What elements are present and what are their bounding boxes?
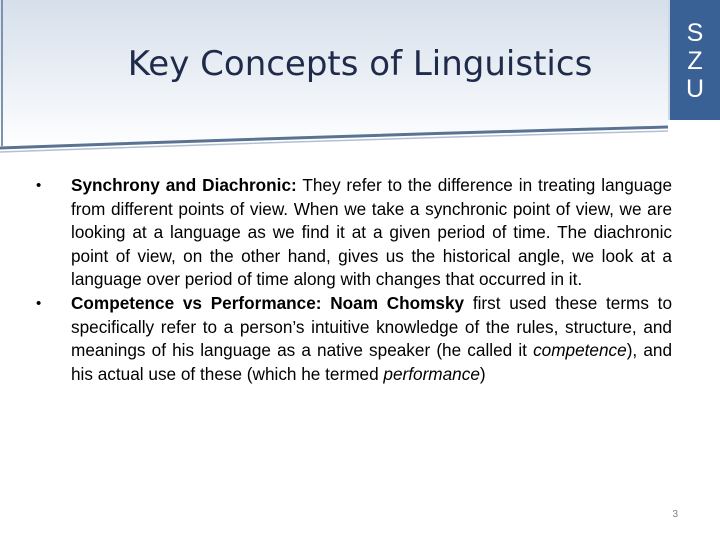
slide-title: Key Concepts of Linguistics [127,44,593,84]
brand-logo [668,0,720,120]
bullet-list [36,174,672,386]
term-competence: Competence vs Performance: Noam Chomsky [71,292,465,313]
bullet-dot-icon: • [36,177,42,194]
synchrony-text: They refer to the difference in treating language from different points of view. When we take a synchronic point of view, we are looking at a language as we find it at a given period of time. The diachronic point of view, on the other hand, gives us the historical angle, we look at a language over period of time along with changes that occurred in it. [71,175,672,290]
bullet-synchrony [36,174,672,292]
brand-letter-z: Z [687,47,703,75]
competence-text-1: first used these terms to specifically refer to a person’s intuitive knowledge of the rules, structure, and meanings of his language as a native speaker (he called it [71,292,673,361]
bullet-competence [36,292,672,386]
competence-text-3: ) [479,363,486,384]
brand-letter-s: S [686,19,704,47]
competence-emphasis: competence [533,340,627,361]
bullet-dot-icon: • [36,294,42,312]
performance-emphasis: performance [383,363,480,384]
competence-text-2: ), and his actual use of these (which he termed [71,340,673,384]
page-number: 3 [672,509,678,520]
term-synchrony: Synchrony and Diachronic: [71,175,297,195]
brand-letter-u: U [685,75,705,103]
